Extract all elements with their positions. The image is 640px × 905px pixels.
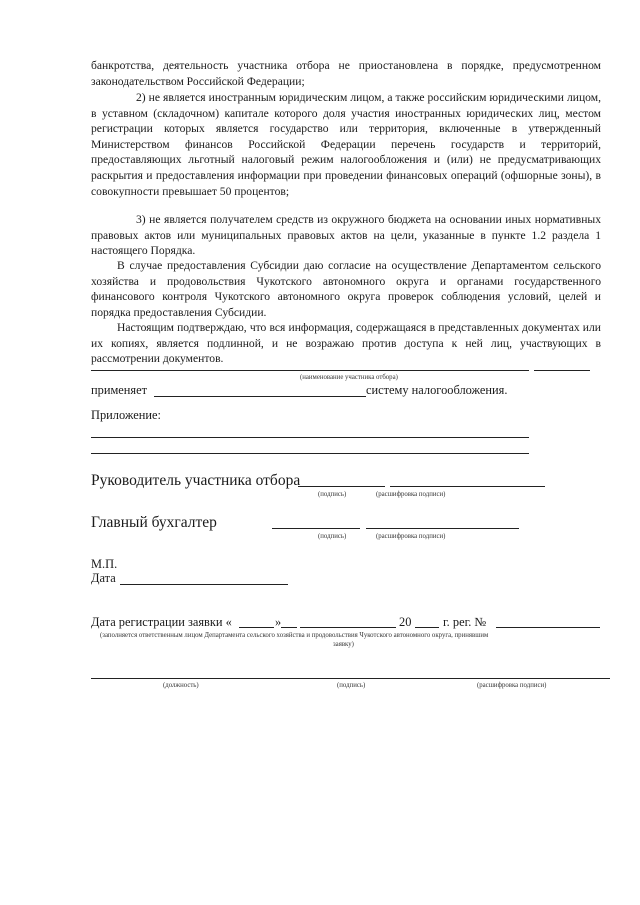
- registration-quote-close: »: [275, 615, 282, 629]
- paragraph-clause-2: 2) не является иностранным юридическим лицом, а также российским юридическими лицом, в уставном (складочном) капитале которого доля участия иностранных юридических лиц, местом регистрации которых является государство или территория, включенные в утвержденный Министерством финансов Российской Федерации перечень государств и территорий, предоставляющих льготный налоговый режим налогообложения и (или) не предусматривающих раскрытия и предоставления информации при проведении финансовых операций (офшорные зоны), в совокупности превышает 50 процентов;: [91, 91, 601, 198]
- head-label: Руководитель участника отбора: [91, 472, 301, 489]
- accountant-decode-caption: (расшифровка подписи): [376, 533, 446, 540]
- registration-label: Дата регистрации заявки «: [91, 615, 232, 629]
- official-position-caption: (должность): [163, 682, 199, 689]
- head-decode-line[interactable]: [390, 486, 545, 487]
- stamp-label: М.П.: [91, 557, 118, 571]
- registration-caption-1: (заполняется ответственным лицом Департамента сельского хозяйства и продовольствия Чукотского автономного округа, принявшим: [100, 632, 489, 639]
- accountant-signature-line[interactable]: [272, 528, 360, 529]
- registration-day-line[interactable]: [239, 627, 274, 628]
- accountant-label: Главный бухгалтер: [91, 514, 217, 531]
- participant-caption: (наименование участника отбора): [300, 374, 398, 381]
- applies-suffix: систему налогообложения.: [366, 383, 508, 397]
- registration-month-line[interactable]: [300, 627, 396, 628]
- participant-extra-line[interactable]: [534, 370, 590, 371]
- registration-year: 20: [399, 615, 412, 629]
- tax-system-line[interactable]: [154, 396, 366, 397]
- accountant-sign-caption: (подпись): [318, 533, 347, 540]
- official-decode-caption: (расшифровка подписи): [477, 682, 547, 689]
- registration-caption-2: заявку): [333, 641, 354, 648]
- paragraph-confirmation: Настоящим подтверждаю, что вся информация, содержащаяся в представленных документах или их копиях, является подлинной, и не возражаю против доступа к ней лиц, участвующих в рассмотрении документов.: [91, 321, 601, 366]
- registration-number-label: г. рег. №: [443, 615, 487, 629]
- paragraph-consent: В случае предоставления Субсидии даю согласие на осуществление Департаментом сельского хозяйства и продовольствия Чукотского автономного округа и органами государственного финансового контроля Чукотского автономного округа проверок соблюдения условий, целей и порядка предоставления Субсидии.: [91, 259, 601, 319]
- applies-prefix: применяет: [91, 383, 148, 397]
- head-signature-line[interactable]: [298, 486, 385, 487]
- accountant-decode-line[interactable]: [366, 528, 519, 529]
- head-decode-caption: (расшифровка подписи): [376, 491, 446, 498]
- date-label: Дата: [91, 571, 116, 585]
- paragraph-clause-3: 3) не является получателем средств из окружного бюджета на основании иных нормативных правовых актов или муниципальных правовых актов на цели, указанные в пункте 1.2 раздела 1 настоящего Порядка.: [91, 213, 601, 258]
- official-sign-caption: (подпись): [337, 682, 366, 689]
- attachment-label: Приложение:: [91, 408, 161, 422]
- head-sign-caption: (подпись): [318, 491, 347, 498]
- registration-year-line[interactable]: [415, 627, 439, 628]
- attachment-line-2[interactable]: [91, 453, 529, 454]
- paragraph-bankruptcy: банкротства, деятельность участника отбора не приостановлена в порядке, предусмотренном законодательством Российской Федерации;: [91, 59, 601, 88]
- registration-gap-line[interactable]: [281, 627, 297, 628]
- official-signature-line[interactable]: [91, 678, 610, 679]
- date-line[interactable]: [120, 584, 288, 585]
- registration-number-line[interactable]: [496, 627, 600, 628]
- attachment-line-1[interactable]: [91, 437, 529, 438]
- participant-name-line[interactable]: [91, 370, 529, 371]
